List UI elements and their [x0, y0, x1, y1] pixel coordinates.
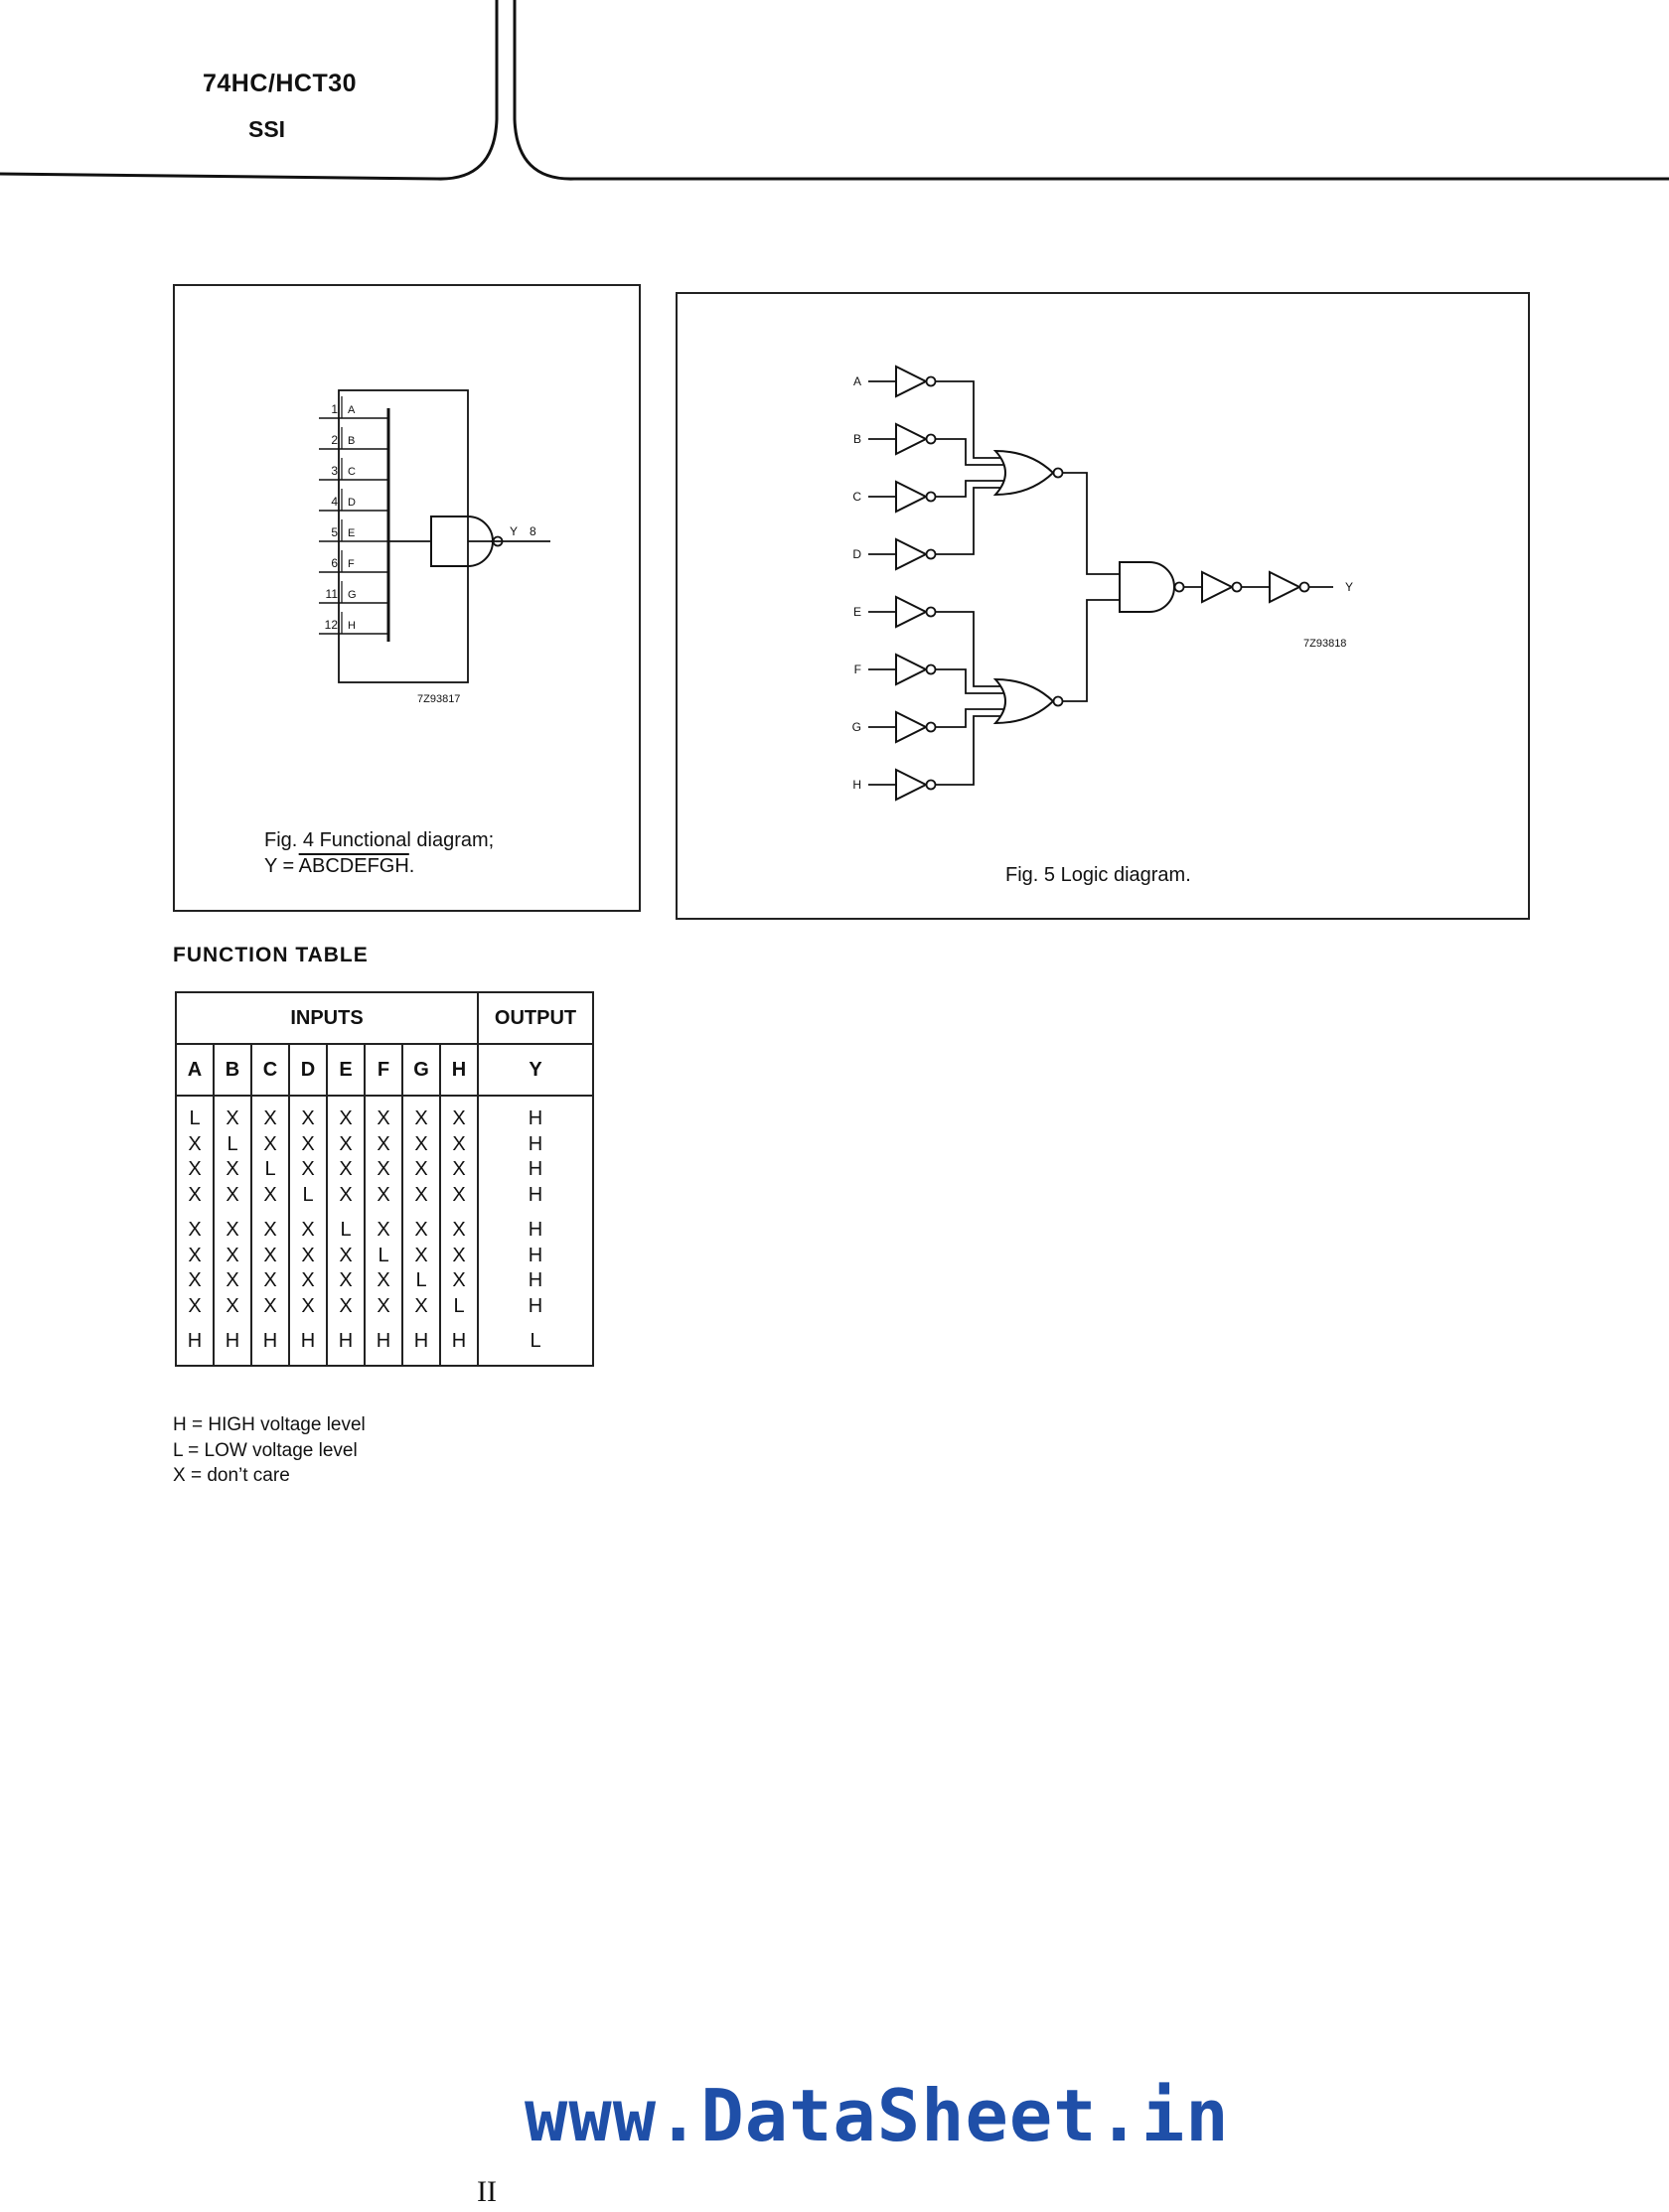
column-header-G: G	[402, 1044, 440, 1096]
fig4-pin-1	[319, 396, 388, 418]
table-value: X	[301, 1219, 315, 1241]
table-value: L	[340, 1219, 352, 1241]
fig4-caption-prefix: Y =	[264, 855, 299, 877]
fig4-pin-name: F	[348, 558, 355, 570]
table-value: X	[263, 1219, 277, 1241]
table-cell	[289, 1096, 327, 1208]
table-value: X	[188, 1132, 202, 1155]
fig4-caption-line1: Fig. 4 Functional diagram;	[264, 829, 495, 851]
table-value: H	[528, 1269, 543, 1291]
table-value: X	[188, 1294, 202, 1317]
fig4-output-pin: 8	[530, 524, 536, 538]
table-value: X	[188, 1158, 202, 1180]
table-value: H	[528, 1107, 543, 1129]
fig4-pin-name: A	[348, 404, 356, 416]
table-value: L	[378, 1244, 389, 1266]
legend-dont-care: X = don’t care	[173, 1465, 290, 1486]
table-value: H	[300, 1330, 316, 1352]
fig4-pin-number: 6	[331, 556, 338, 570]
table-value: X	[339, 1183, 353, 1206]
table-value: X	[377, 1219, 390, 1241]
table-value: X	[301, 1107, 315, 1129]
fig4-pin-number: 11	[325, 587, 338, 601]
table-value: X	[377, 1107, 390, 1129]
table-value: H	[338, 1330, 354, 1352]
table-value: X	[301, 1269, 315, 1291]
fig5-output-label: Y	[1345, 580, 1354, 594]
page-number: II	[477, 2175, 497, 2208]
column-header-B: B	[214, 1044, 251, 1096]
fig5-inverter-bubble	[927, 723, 936, 732]
table-cell	[478, 1096, 593, 1208]
table-value: X	[301, 1158, 315, 1180]
table-value: X	[377, 1183, 390, 1206]
table-cell	[402, 1208, 440, 1319]
fig5-input-label: E	[852, 605, 861, 619]
fig4-pin-name: D	[348, 497, 356, 509]
table-value: X	[452, 1269, 466, 1291]
fig4-pin-number: 5	[331, 525, 338, 539]
table-value: X	[263, 1107, 277, 1129]
table-value: X	[226, 1269, 239, 1291]
fig5-inverter	[896, 712, 926, 742]
fig5-input-label: F	[853, 663, 861, 676]
fig4-pin-3	[319, 458, 388, 480]
table-value: H	[528, 1183, 543, 1206]
table-value: X	[188, 1244, 202, 1266]
fig5-inverter-bubble	[927, 493, 936, 502]
fig5-input-G	[852, 712, 958, 742]
watermark: www.DataSheet.in	[525, 2074, 1230, 2157]
column-header-C: C	[251, 1044, 289, 1096]
table-value: X	[414, 1294, 428, 1317]
table-cell	[365, 1096, 402, 1208]
table-value: L	[530, 1330, 541, 1352]
table-cell	[365, 1319, 402, 1366]
fig5-inverter	[896, 424, 926, 454]
table-cell	[327, 1208, 365, 1319]
fig4-code: 7Z93817	[417, 693, 461, 705]
table-row-group	[176, 1319, 593, 1366]
fig4-pin-name: C	[348, 466, 356, 478]
table-value: H	[187, 1330, 203, 1352]
fig4-box	[173, 284, 641, 912]
table-value: X	[339, 1132, 353, 1155]
table-value: X	[301, 1244, 315, 1266]
table-value: H	[376, 1330, 391, 1352]
column-header-H: H	[440, 1044, 478, 1096]
table-value: X	[339, 1107, 353, 1129]
fig5-input-C	[852, 482, 958, 512]
table-cell	[478, 1319, 593, 1366]
table-value: X	[377, 1132, 390, 1155]
table-value: H	[528, 1132, 543, 1155]
header-frame	[0, 0, 1669, 199]
table-value: X	[188, 1183, 202, 1206]
fig5-inverter	[896, 367, 926, 396]
fig5-inverter-bubble	[927, 550, 936, 559]
table-cell	[402, 1319, 440, 1366]
fig5-input-E	[853, 597, 958, 627]
table-value: X	[414, 1183, 428, 1206]
fig4-pin-4	[319, 489, 388, 511]
fig5-input-label: A	[852, 374, 861, 388]
fig4-caption-suffix: .	[408, 855, 415, 877]
table-cell	[440, 1096, 478, 1208]
part-number: 74HC/HCT30	[203, 70, 358, 97]
table-value: H	[262, 1330, 278, 1352]
table-value: X	[414, 1219, 428, 1241]
fig5-input-label: C	[852, 490, 861, 504]
category-label: SSI	[248, 116, 286, 142]
fig5-input-label: G	[851, 720, 861, 734]
fig4-pin-number: 12	[324, 618, 338, 632]
table-row-group	[176, 1096, 593, 1208]
fig5-input-H	[852, 770, 958, 800]
fig5-caption: Fig. 5 Logic diagram.	[1005, 864, 1191, 886]
table-cell	[214, 1208, 251, 1319]
table-value: X	[188, 1269, 202, 1291]
fig5-logic-diagram	[678, 294, 1528, 811]
table-cell	[402, 1096, 440, 1208]
table-value: X	[226, 1158, 239, 1180]
table-value: X	[263, 1244, 277, 1266]
fig4-caption-line2	[264, 853, 494, 879]
table-value: L	[189, 1107, 201, 1129]
fig4-pin-number: 3	[331, 464, 338, 478]
table-value: X	[263, 1269, 277, 1291]
table-value: L	[302, 1183, 314, 1206]
fig4-pin-8	[319, 612, 388, 634]
fig5-inverter	[896, 482, 926, 512]
table-value: H	[225, 1330, 240, 1352]
table-value: X	[301, 1294, 315, 1317]
table-cell	[478, 1208, 593, 1319]
table-value: X	[377, 1269, 390, 1291]
table-value: X	[188, 1219, 202, 1241]
fig5-inverter	[896, 770, 926, 800]
fig4-pin-6	[319, 550, 388, 572]
fig4-pin-number: 2	[331, 433, 338, 447]
fig5-inverter-bubble	[927, 665, 936, 674]
fig5-input-A	[853, 367, 958, 396]
fig4-pin-7	[319, 581, 388, 603]
table-value: X	[414, 1158, 428, 1180]
fig5-inverter-bubble	[927, 608, 936, 617]
table-value: X	[339, 1158, 353, 1180]
table-value: L	[264, 1158, 276, 1180]
fig5-box	[676, 292, 1530, 920]
table-value: X	[226, 1294, 239, 1317]
table-value: X	[414, 1132, 428, 1155]
fig4-caption	[264, 827, 494, 879]
table-cell	[289, 1319, 327, 1366]
fig5-input-label: H	[852, 778, 861, 792]
table-value: X	[377, 1294, 390, 1317]
table-value: H	[528, 1219, 543, 1241]
table-value: H	[528, 1158, 543, 1180]
table-cell	[214, 1096, 251, 1208]
table-value: H	[413, 1330, 429, 1352]
table-cell	[440, 1319, 478, 1366]
column-header-F: F	[365, 1044, 402, 1096]
table-value: X	[414, 1107, 428, 1129]
fig4-pin-number: 1	[331, 402, 338, 416]
column-header-A: A	[176, 1044, 214, 1096]
table-row-group	[176, 1208, 593, 1319]
table-cell	[251, 1208, 289, 1319]
table-cell	[327, 1319, 365, 1366]
function-table-heading: FUNCTION TABLE	[173, 944, 369, 966]
function-table	[175, 991, 594, 1367]
table-cell	[289, 1208, 327, 1319]
fig5-input-F	[854, 655, 958, 684]
table-cell	[327, 1096, 365, 1208]
table-cell	[176, 1208, 214, 1319]
column-header-D: D	[289, 1044, 327, 1096]
table-value: L	[415, 1269, 427, 1291]
fig5-inverter	[896, 539, 926, 569]
table-value: X	[339, 1269, 353, 1291]
fig5-input-D	[852, 539, 958, 569]
table-value: X	[377, 1158, 390, 1180]
table-value: X	[452, 1158, 466, 1180]
table-value: X	[263, 1294, 277, 1317]
fig5-code: 7Z93818	[1303, 638, 1347, 650]
table-value: X	[414, 1244, 428, 1266]
fig4-functional-diagram	[175, 286, 639, 783]
table-value: X	[263, 1132, 277, 1155]
legend-high: H = HIGH voltage level	[173, 1414, 366, 1435]
table-value: H	[451, 1330, 467, 1352]
inputs-header: INPUTS	[176, 992, 478, 1044]
table-cell	[251, 1319, 289, 1366]
fig4-pin-name: G	[348, 589, 357, 601]
table-cell	[365, 1208, 402, 1319]
table-value: X	[452, 1244, 466, 1266]
fig5-input-label: D	[852, 547, 861, 561]
fig5-inverter	[896, 655, 926, 684]
table-cell	[440, 1208, 478, 1319]
fig4-pin-2	[319, 427, 388, 449]
table-value: X	[226, 1219, 239, 1241]
table-value: X	[226, 1107, 239, 1129]
fig4-pin-name: H	[348, 620, 356, 632]
table-value: X	[339, 1294, 353, 1317]
table-value: X	[452, 1132, 466, 1155]
function-table-legend	[173, 1412, 366, 1489]
table-cell	[176, 1319, 214, 1366]
table-value: X	[301, 1132, 315, 1155]
table-value: X	[226, 1244, 239, 1266]
column-header-E: E	[327, 1044, 365, 1096]
fig5-input-label: B	[852, 432, 861, 446]
table-cell	[214, 1319, 251, 1366]
table-value: X	[452, 1107, 466, 1129]
fig4-pin-name: E	[348, 527, 356, 539]
fig5-input-B	[853, 424, 958, 454]
fig5-inverter	[896, 597, 926, 627]
table-value: L	[227, 1132, 238, 1155]
table-value: L	[453, 1294, 465, 1317]
fig5-inverter-bubble	[927, 435, 936, 444]
table-value: H	[528, 1294, 543, 1317]
fig4-caption-expression: ABCDEFGH	[298, 855, 409, 877]
table-value: X	[452, 1183, 466, 1206]
legend-low: L = LOW voltage level	[173, 1439, 358, 1461]
fig4-pin-name: B	[348, 435, 356, 447]
output-header: OUTPUT	[478, 992, 593, 1044]
table-cell	[176, 1096, 214, 1208]
table-value: X	[263, 1183, 277, 1206]
fig4-pin-number: 4	[331, 495, 338, 509]
table-value: X	[339, 1244, 353, 1266]
fig4-output-name: Y	[510, 524, 519, 538]
table-value: H	[528, 1244, 543, 1266]
column-header-output: Y	[478, 1044, 593, 1096]
fig5-inverter-bubble	[927, 377, 936, 386]
fig4-pin-5	[319, 519, 388, 541]
table-cell	[251, 1096, 289, 1208]
fig5-inverter-bubble	[927, 781, 936, 790]
table-value: X	[452, 1219, 466, 1241]
table-value: X	[226, 1183, 239, 1206]
